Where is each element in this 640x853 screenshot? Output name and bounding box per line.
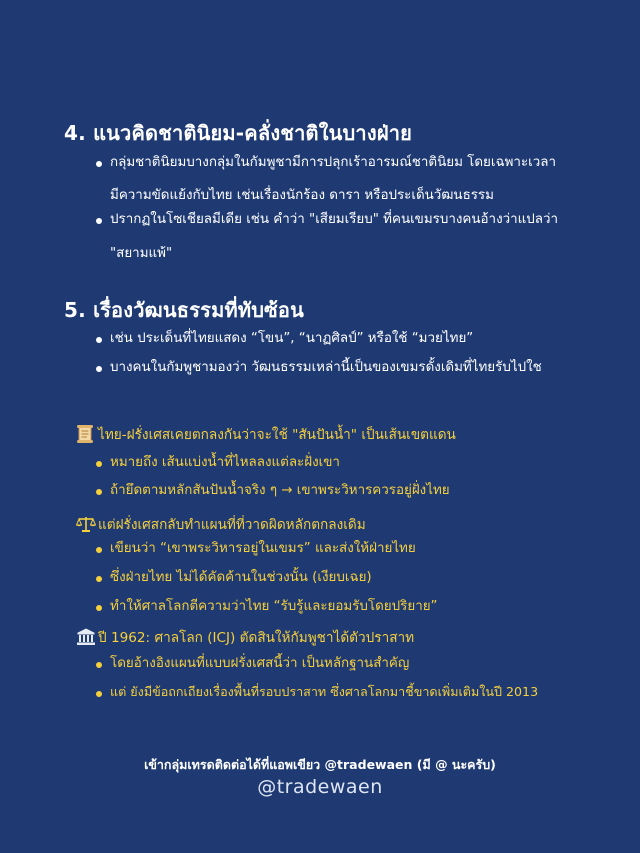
bullet-dot [96,576,102,582]
bullet-dot [96,547,102,553]
block-heading [76,513,366,535]
bullet-text-continuation: "สยามแพ้" [110,246,173,261]
block-heading-text: ปี 1962: ศาลโลก (ICJ) ตัดสินให้กัมพูชาได้ตัวปราสาท [98,630,415,646]
section-4-title: 4. แนวคิดชาตินิยม-คลั่งชาติในบางฝ่าย [64,121,413,145]
courthouse-icon [76,628,96,646]
bullet-dot [96,605,102,611]
scales-icon [76,515,96,533]
bullet-text: บางคนในกัมพูชามองว่า วัฒนธรรมเหล่านี้เป็นของเขมรดั้งเดิมที่ไทยรับไปใช [110,360,542,375]
block-heading [76,626,414,648]
bullet-dot [96,691,102,697]
bullet-text: เขียนว่า “เขาพระวิหารอยู่ในเขมร” และส่งให้ฝ่ายไทย [110,541,416,556]
bullet-text: ทำให้ศาลโลกตีความว่าไทย “รับรู้และยอมรับโดยปริยาย” [110,599,438,614]
bullet-dot [96,161,102,167]
bullet-text: ซึ่งฝ่ายไทย ไม่ได้คัดค้านในช่วงนั้น (เงียบเฉย) [110,570,372,585]
bullet-text: หมายถึง เส้นแบ่งน้ำที่ไหลลงแต่ละฝั่งเขา [110,455,340,470]
footer-contact-text: เข้ากลุ่มเทรดติดต่อได้ที่แอพเขียว @tradewaen (มี @ นะครับ) [144,757,496,772]
bullet-text: โดยอ้างอิงแผนที่แบบฝรั่งเศสนี้ว่า เป็นหลักฐานสำคัญ [110,656,410,671]
block-heading [76,423,456,445]
bullet-dot [96,461,102,467]
block-heading-text: ไทย-ฝรั่งเศสเคยตกลงกันว่าจะใช้ "สันปันน้ำ" เป็นเส้นเขตแดน [98,427,456,443]
bullet-text: กลุ่มชาตินิยมบางกลุ่มในกัมพูชามีการปลุกเร้าอารมณ์ชาตินิยม โดยเฉพาะเวลา [110,155,556,170]
bullet-dot [96,337,102,343]
bullet-dot [96,366,102,372]
bullet-dot [96,662,102,668]
bullet-text: ปรากฏในโซเชียลมีเดีย เช่น คำว่า "เสียมเรียบ" ที่คนเขมรบางคนอ้างว่าแปลว่า [110,212,559,227]
section-5-title: 5. เรื่องวัฒนธรรมที่ทับซ้อน [64,298,304,322]
bullet-text-continuation: มีความขัดแย้งกับไทย เช่นเรื่องนักร้อง ดารา หรือประเด็นวัฒนธรรม [110,188,494,203]
bullet-text: ถ้ายึดตามหลักสันปันน้ำจริง ๆ → เขาพระวิหารควรอยู่ฝั่งไทย [110,483,450,498]
bullet-text: แต่ ยังมีข้อถกเถียงเรื่องพื้นที่รอบปราสาท ซึ่งศาลโลกมาชี้ขาดเพิ่มเติมในปี 2013 [110,684,539,699]
bullet-dot [96,218,102,224]
scroll-icon [76,424,96,444]
block-heading-text: แต่ฝรั่งเศสกลับทำแผนที่ที่วาดผิดหลักตกลงเดิม [98,517,366,533]
bullet-dot [96,489,102,495]
bullet-text: เช่น ประเด็นที่ไทยแสดง “โขน”, “นาฏศิลป์” หรือใช้ “มวยไทย” [110,331,474,346]
account-handle: @tradewaen [257,776,383,798]
